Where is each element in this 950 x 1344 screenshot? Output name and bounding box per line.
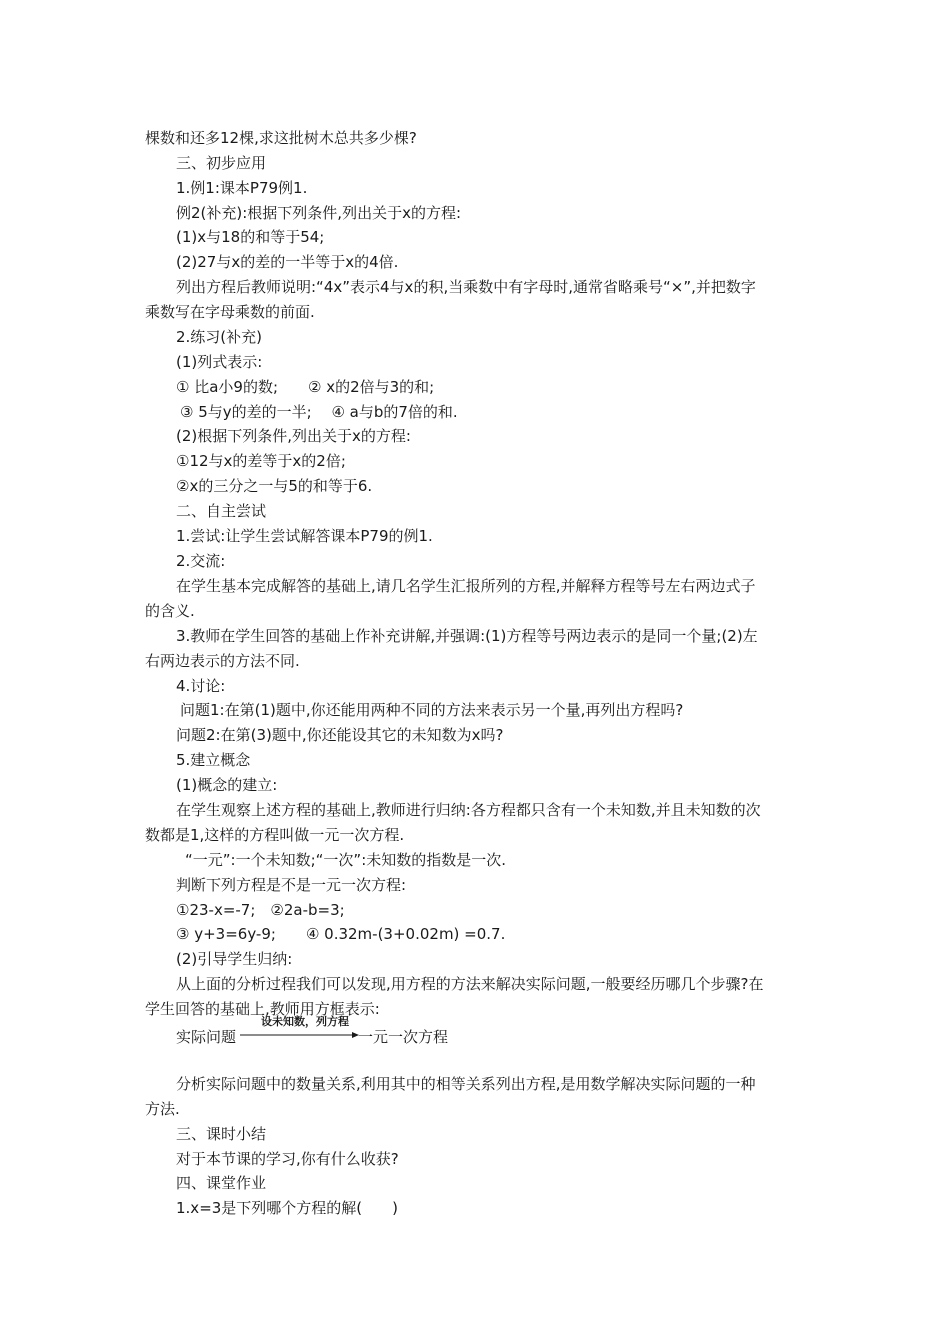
text-line: 右两边表示的方法不同. bbox=[145, 652, 300, 670]
process-diagram bbox=[176, 1015, 576, 1049]
text-line: 2.交流: bbox=[176, 552, 226, 570]
text-line: (2)27与x的差的一半等于x的4倍. bbox=[176, 253, 399, 271]
text-line: 问题1:在第(1)题中,你还能用两种不同的方法来表示另一个量,再列出方程吗? bbox=[180, 701, 684, 719]
text-line: ③ 5与y的差的一半; ④ a与b的7倍的和. bbox=[180, 403, 458, 421]
text-line: ①12与x的差等于x的2倍; bbox=[176, 452, 346, 470]
text-line: 3.教师在学生回答的基础上作补充讲解,并强调:(1)方程等号两边表示的是同一个量;(2)左 bbox=[176, 627, 758, 645]
text-line: 1.x=3是下列哪个方程的解( ) bbox=[176, 1199, 399, 1217]
text-line: 判断下列方程是不是一元一次方程: bbox=[176, 876, 407, 894]
text-line: 的含义. bbox=[145, 602, 195, 620]
right-arrow-icon bbox=[240, 1031, 360, 1039]
text-line: 对于本节课的学习,你有什么收获? bbox=[176, 1150, 399, 1168]
diagram-start-label: 实际问题 bbox=[176, 1028, 237, 1046]
text-line: (2)引导学生归纳: bbox=[176, 950, 293, 968]
text-line: 1.尝试:让学生尝试解答课本P79的例1. bbox=[176, 527, 433, 545]
text-line: 2.练习(补充) bbox=[176, 328, 263, 346]
text-line: (2)根据下列条件,列出关于x的方程: bbox=[176, 427, 411, 445]
section-heading: 二、自主尝试 bbox=[176, 502, 267, 520]
section-heading: 四、课堂作业 bbox=[176, 1174, 267, 1192]
text-line: 在学生观察上述方程的基础上,教师进行归纳:各方程都只含有一个未知数,并且未知数的次 bbox=[176, 801, 761, 819]
section-heading: 三、课时小结 bbox=[176, 1125, 267, 1143]
text-line: 方法. bbox=[145, 1100, 180, 1118]
text-line: 乘数写在字母乘数的前面. bbox=[145, 303, 315, 321]
text-line: 分析实际问题中的数量关系,利用其中的相等关系列出方程,是用数学解决实际问题的一种 bbox=[176, 1075, 756, 1093]
text-line: ②x的三分之一与5的和等于6. bbox=[176, 477, 373, 495]
diagram-arrow-label: 设未知数，列方程 bbox=[261, 1015, 349, 1028]
text-line: 学生回答的基础上,教师用方框表示: bbox=[145, 1000, 380, 1018]
text-line: “一元”:一个未知数;“一次”:未知数的指数是一次. bbox=[185, 851, 507, 869]
text-line: ① 比a小9的数; ② x的2倍与3的和; bbox=[176, 378, 435, 396]
text-line: 棵数和还多12棵,求这批树木总共多少棵? bbox=[145, 129, 417, 147]
text-line: ③ y+3=6y-9; ④ 0.32m-(3+0.02m) =0.7. bbox=[176, 925, 506, 943]
text-line: 4.讨论: bbox=[176, 677, 226, 695]
text-line: 列出方程后教师说明:“4x”表示4与x的积,当乘数中有字母时,通常省略乘号“×”,并把数字 bbox=[176, 278, 756, 296]
text-line: 在学生基本完成解答的基础上,请几名学生汇报所列的方程,并解释方程等号左右两边式子 bbox=[176, 577, 756, 595]
text-line: 数都是1,这样的方程叫做一元一次方程. bbox=[145, 826, 405, 844]
text-line: ①23-x=-7; ②2a-b=3; bbox=[176, 901, 345, 919]
text-line: 从上面的分析过程我们可以发现,用方程的方法来解决实际问题,一般要经历哪几个步骤?在 bbox=[176, 975, 764, 993]
text-line: 问题2:在第(3)题中,你还能设其它的未知数为x吗? bbox=[176, 726, 504, 744]
section-heading: 三、初步应用 bbox=[176, 154, 267, 172]
text-line: 例2(补充):根据下列条件,列出关于x的方程: bbox=[176, 204, 462, 222]
text-line: 5.建立概念 bbox=[176, 751, 251, 769]
text-line: (1)x与18的和等于54; bbox=[176, 228, 325, 246]
text-line: 1.例1:课本P79例1. bbox=[176, 179, 308, 197]
text-line: (1)概念的建立: bbox=[176, 776, 278, 794]
text-line: (1)列式表示: bbox=[176, 353, 263, 371]
diagram-end-label: 一元一次方程 bbox=[358, 1028, 449, 1046]
